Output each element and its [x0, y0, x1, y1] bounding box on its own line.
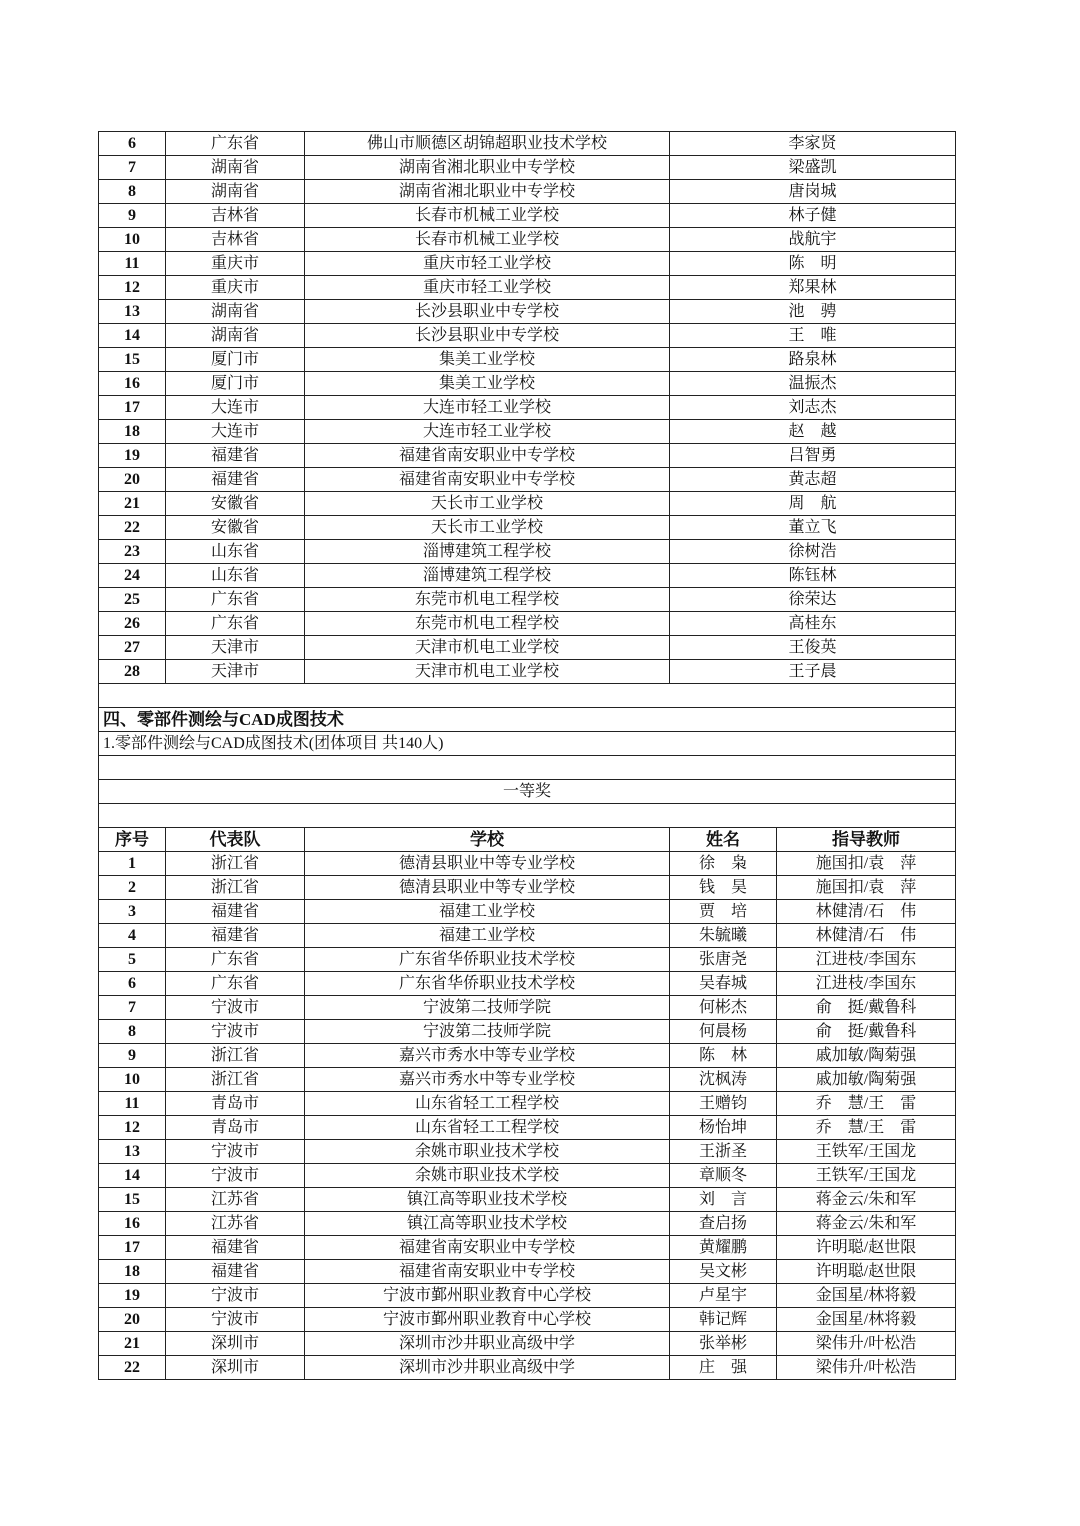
name-cell: 卢星宇 — [670, 1284, 777, 1308]
table-row — [99, 1212, 956, 1236]
table-row — [99, 468, 956, 492]
table-row — [99, 996, 956, 1020]
team-cell: 福建省 — [166, 1260, 305, 1284]
table-row — [99, 540, 956, 564]
index-cell: 19 — [99, 444, 166, 468]
teacher-cell: 梁伟升/叶松浩 — [777, 1356, 956, 1380]
team-cell: 天津市 — [166, 660, 305, 684]
index-cell: 25 — [99, 588, 166, 612]
header-index: 序号 — [99, 828, 166, 852]
table-row — [99, 972, 956, 996]
table-row — [99, 1020, 956, 1044]
team-cell: 安徽省 — [166, 516, 305, 540]
index-cell: 18 — [99, 1260, 166, 1284]
school-cell: 宁波第二技师学院 — [305, 1020, 670, 1044]
name-cell: 徐 枭 — [670, 852, 777, 876]
index-cell: 8 — [99, 1020, 166, 1044]
teacher-cell: 王铁军/王国龙 — [777, 1164, 956, 1188]
index-cell: 20 — [99, 468, 166, 492]
table-row — [99, 636, 956, 660]
school-cell: 湖南省湘北职业中专学校 — [305, 180, 670, 204]
team-cell: 重庆市 — [166, 252, 305, 276]
school-cell: 重庆市轻工业学校 — [305, 276, 670, 300]
school-cell: 湖南省湘北职业中专学校 — [305, 156, 670, 180]
teacher-cell: 俞 挺/戴鲁科 — [777, 996, 956, 1020]
team-cell: 福建省 — [166, 900, 305, 924]
table-row — [99, 420, 956, 444]
name-cell: 郑果林 — [670, 276, 956, 300]
team-cell: 深圳市 — [166, 1356, 305, 1380]
table-row — [99, 276, 956, 300]
index-cell: 16 — [99, 1212, 166, 1236]
index-cell: 5 — [99, 948, 166, 972]
table-row — [99, 1236, 956, 1260]
table-row — [99, 372, 956, 396]
index-cell: 15 — [99, 1188, 166, 1212]
index-cell: 26 — [99, 612, 166, 636]
table-row — [99, 1332, 956, 1356]
team-cell: 宁波市 — [166, 1140, 305, 1164]
index-cell: 28 — [99, 660, 166, 684]
index-cell: 22 — [99, 1356, 166, 1380]
name-cell: 路泉林 — [670, 348, 956, 372]
name-cell: 刘 言 — [670, 1188, 777, 1212]
team-cell: 山东省 — [166, 564, 305, 588]
name-cell: 吴文彬 — [670, 1260, 777, 1284]
school-cell: 集美工业学校 — [305, 348, 670, 372]
school-cell: 福建省南安职业中专学校 — [305, 1260, 670, 1284]
name-cell: 贾 培 — [670, 900, 777, 924]
table-row — [99, 1260, 956, 1284]
school-cell: 宁波第二技师学院 — [305, 996, 670, 1020]
index-cell: 7 — [99, 156, 166, 180]
teacher-cell: 许明聪/赵世限 — [777, 1260, 956, 1284]
table-row — [99, 612, 956, 636]
team-cell: 宁波市 — [166, 1284, 305, 1308]
table-row — [99, 204, 956, 228]
team-cell: 青岛市 — [166, 1116, 305, 1140]
teacher-cell: 许明聪/赵世限 — [777, 1236, 956, 1260]
index-cell: 11 — [99, 1092, 166, 1116]
name-cell: 吴春城 — [670, 972, 777, 996]
index-cell: 21 — [99, 492, 166, 516]
subsection-title: 1.零部件测绘与CAD成图技术(团体项目 共140人) — [99, 732, 956, 756]
table-row — [99, 564, 956, 588]
team-cell: 山东省 — [166, 540, 305, 564]
header-teacher: 指导教师 — [777, 828, 956, 852]
school-cell: 余姚市职业技术学校 — [305, 1140, 670, 1164]
name-cell: 唐岗城 — [670, 180, 956, 204]
school-cell: 德清县职业中等专业学校 — [305, 876, 670, 900]
school-cell: 嘉兴市秀水中等专业学校 — [305, 1068, 670, 1092]
school-cell: 大连市轻工业学校 — [305, 420, 670, 444]
team-cell: 浙江省 — [166, 876, 305, 900]
index-cell: 9 — [99, 1044, 166, 1068]
team-cell: 福建省 — [166, 444, 305, 468]
team-cell: 天津市 — [166, 636, 305, 660]
header-name: 姓名 — [670, 828, 777, 852]
index-cell: 16 — [99, 372, 166, 396]
school-cell: 长春市机械工业学校 — [305, 204, 670, 228]
teacher-cell: 蒋金云/朱和军 — [777, 1188, 956, 1212]
index-cell: 19 — [99, 1284, 166, 1308]
team-cell: 大连市 — [166, 420, 305, 444]
team-cell: 江苏省 — [166, 1212, 305, 1236]
empty-cell — [99, 804, 956, 828]
table-row — [99, 348, 956, 372]
teacher-cell: 俞 挺/戴鲁科 — [777, 1020, 956, 1044]
name-cell: 陈 明 — [670, 252, 956, 276]
team-cell: 宁波市 — [166, 1164, 305, 1188]
teacher-cell: 王铁军/王国龙 — [777, 1140, 956, 1164]
teacher-cell: 金国星/林将毅 — [777, 1308, 956, 1332]
name-cell: 徐树浩 — [670, 540, 956, 564]
team-cell: 湖南省 — [166, 300, 305, 324]
school-cell: 福建工业学校 — [305, 924, 670, 948]
index-cell: 13 — [99, 300, 166, 324]
team-cell: 安徽省 — [166, 492, 305, 516]
school-cell: 福建省南安职业中专学校 — [305, 1236, 670, 1260]
table-row — [99, 948, 956, 972]
team-cell: 宁波市 — [166, 1020, 305, 1044]
section-title-row — [99, 708, 956, 732]
school-cell: 天长市工业学校 — [305, 492, 670, 516]
table-row — [99, 1092, 956, 1116]
index-cell: 12 — [99, 1116, 166, 1140]
index-cell: 14 — [99, 324, 166, 348]
index-cell: 8 — [99, 180, 166, 204]
name-cell: 王俊英 — [670, 636, 956, 660]
name-cell: 周 航 — [670, 492, 956, 516]
school-cell: 长春市机械工业学校 — [305, 228, 670, 252]
school-cell: 福建省南安职业中专学校 — [305, 468, 670, 492]
table-row — [99, 300, 956, 324]
table-row — [99, 660, 956, 684]
name-cell: 林子健 — [670, 204, 956, 228]
index-cell: 22 — [99, 516, 166, 540]
school-cell: 镇江高等职业技术学校 — [305, 1188, 670, 1212]
header-school: 学校 — [305, 828, 670, 852]
team-cell: 吉林省 — [166, 228, 305, 252]
name-cell: 黄志超 — [670, 468, 956, 492]
name-cell: 陈 林 — [670, 1044, 777, 1068]
section2-intro — [99, 684, 956, 852]
table-row — [99, 324, 956, 348]
school-cell: 长沙县职业中专学校 — [305, 300, 670, 324]
section2-body — [99, 852, 956, 1380]
teacher-cell: 施国扣/袁 萍 — [777, 852, 956, 876]
table-row — [99, 1068, 956, 1092]
index-cell: 15 — [99, 348, 166, 372]
team-cell: 广东省 — [166, 948, 305, 972]
team-cell: 浙江省 — [166, 852, 305, 876]
name-cell: 王浙圣 — [670, 1140, 777, 1164]
name-cell: 王赠钧 — [670, 1092, 777, 1116]
team-cell: 吉林省 — [166, 204, 305, 228]
school-cell: 东莞市机电工程学校 — [305, 588, 670, 612]
team-cell: 福建省 — [166, 924, 305, 948]
index-cell: 6 — [99, 132, 166, 156]
name-cell: 董立飞 — [670, 516, 956, 540]
table-row — [99, 156, 956, 180]
teacher-cell: 戚加敏/陶菊强 — [777, 1068, 956, 1092]
index-cell: 24 — [99, 564, 166, 588]
teacher-cell: 戚加敏/陶菊强 — [777, 1044, 956, 1068]
name-cell: 高桂东 — [670, 612, 956, 636]
name-cell: 吕智勇 — [670, 444, 956, 468]
section1-body — [99, 132, 956, 684]
team-cell: 广东省 — [166, 612, 305, 636]
school-cell: 广东省华侨职业技术学校 — [305, 972, 670, 996]
name-cell: 庄 强 — [670, 1356, 777, 1380]
school-cell: 长沙县职业中专学校 — [305, 324, 670, 348]
team-cell: 厦门市 — [166, 348, 305, 372]
team-cell: 广东省 — [166, 588, 305, 612]
table-row — [99, 1188, 956, 1212]
name-cell: 刘志杰 — [670, 396, 956, 420]
school-cell: 深圳市沙井职业高级中学 — [305, 1356, 670, 1380]
school-cell: 天长市工业学校 — [305, 516, 670, 540]
school-cell: 广东省华侨职业技术学校 — [305, 948, 670, 972]
table-row — [99, 228, 956, 252]
team-cell: 湖南省 — [166, 324, 305, 348]
name-cell: 杨怡坤 — [670, 1116, 777, 1140]
name-cell: 朱毓曦 — [670, 924, 777, 948]
school-cell: 天津市机电工业学校 — [305, 636, 670, 660]
name-cell: 王子晨 — [670, 660, 956, 684]
table-row — [99, 1044, 956, 1068]
school-cell: 山东省轻工工程学校 — [305, 1116, 670, 1140]
index-cell: 1 — [99, 852, 166, 876]
school-cell: 大连市轻工业学校 — [305, 396, 670, 420]
name-cell: 赵 越 — [670, 420, 956, 444]
school-cell: 天津市机电工业学校 — [305, 660, 670, 684]
section-title: 四、零部件测绘与CAD成图技术 — [99, 708, 956, 732]
index-cell: 13 — [99, 1140, 166, 1164]
school-cell: 嘉兴市秀水中等专业学校 — [305, 1044, 670, 1068]
teacher-cell: 林健清/石 伟 — [777, 924, 956, 948]
table-row — [99, 132, 956, 156]
team-cell: 厦门市 — [166, 372, 305, 396]
school-cell: 东莞市机电工程学校 — [305, 612, 670, 636]
team-cell: 浙江省 — [166, 1044, 305, 1068]
spacer-row — [99, 684, 956, 708]
name-cell: 黄耀鹏 — [670, 1236, 777, 1260]
spacer-row — [99, 804, 956, 828]
teacher-cell: 梁伟升/叶松浩 — [777, 1332, 956, 1356]
school-cell: 深圳市沙井职业高级中学 — [305, 1332, 670, 1356]
index-cell: 10 — [99, 1068, 166, 1092]
index-cell: 17 — [99, 396, 166, 420]
school-cell: 福建省南安职业中专学校 — [305, 444, 670, 468]
teacher-cell: 江进枝/李国东 — [777, 972, 956, 996]
school-cell: 重庆市轻工业学校 — [305, 252, 670, 276]
team-cell: 重庆市 — [166, 276, 305, 300]
school-cell: 德清县职业中等专业学校 — [305, 852, 670, 876]
school-cell: 佛山市顺德区胡锦超职业技术学校 — [305, 132, 670, 156]
award-level-row — [99, 780, 956, 804]
table-row — [99, 1308, 956, 1332]
table-row — [99, 876, 956, 900]
empty-cell — [99, 684, 956, 708]
name-cell: 张举彬 — [670, 1332, 777, 1356]
school-cell: 余姚市职业技术学校 — [305, 1164, 670, 1188]
index-cell: 23 — [99, 540, 166, 564]
school-cell: 宁波市鄞州职业教育中心学校 — [305, 1308, 670, 1332]
index-cell: 27 — [99, 636, 166, 660]
team-cell: 福建省 — [166, 1236, 305, 1260]
school-cell: 淄博建筑工程学校 — [305, 564, 670, 588]
table-row — [99, 1116, 956, 1140]
team-cell: 福建省 — [166, 468, 305, 492]
index-cell: 12 — [99, 276, 166, 300]
name-cell: 何彬杰 — [670, 996, 777, 1020]
name-cell: 梁盛凯 — [670, 156, 956, 180]
team-cell: 江苏省 — [166, 1188, 305, 1212]
teacher-cell: 金国星/林将毅 — [777, 1284, 956, 1308]
index-cell: 10 — [99, 228, 166, 252]
index-cell: 9 — [99, 204, 166, 228]
school-cell: 集美工业学校 — [305, 372, 670, 396]
table-row — [99, 1356, 956, 1380]
subsection-title-row — [99, 732, 956, 756]
table-row — [99, 1164, 956, 1188]
table-row — [99, 924, 956, 948]
results-table — [98, 131, 956, 1380]
name-cell: 温振杰 — [670, 372, 956, 396]
index-cell: 20 — [99, 1308, 166, 1332]
table-row — [99, 180, 956, 204]
team-cell: 青岛市 — [166, 1092, 305, 1116]
index-cell: 6 — [99, 972, 166, 996]
table-row — [99, 444, 956, 468]
teacher-cell: 乔 慧/王 雷 — [777, 1116, 956, 1140]
table-row — [99, 588, 956, 612]
header-row — [99, 828, 956, 852]
teacher-cell: 乔 慧/王 雷 — [777, 1092, 956, 1116]
school-cell: 镇江高等职业技术学校 — [305, 1212, 670, 1236]
team-cell: 湖南省 — [166, 156, 305, 180]
index-cell: 4 — [99, 924, 166, 948]
team-cell: 宁波市 — [166, 1308, 305, 1332]
school-cell: 宁波市鄞州职业教育中心学校 — [305, 1284, 670, 1308]
name-cell: 王 唯 — [670, 324, 956, 348]
index-cell: 18 — [99, 420, 166, 444]
name-cell: 战航宇 — [670, 228, 956, 252]
name-cell: 章顺冬 — [670, 1164, 777, 1188]
table-row — [99, 1284, 956, 1308]
name-cell: 钱 昊 — [670, 876, 777, 900]
award-level: 一等奖 — [99, 780, 956, 804]
table-row — [99, 252, 956, 276]
team-cell: 湖南省 — [166, 180, 305, 204]
table-row — [99, 852, 956, 876]
index-cell: 7 — [99, 996, 166, 1020]
name-cell: 沈枫涛 — [670, 1068, 777, 1092]
team-cell: 广东省 — [166, 972, 305, 996]
index-cell: 3 — [99, 900, 166, 924]
table-row — [99, 1140, 956, 1164]
name-cell: 池 骋 — [670, 300, 956, 324]
table-row — [99, 516, 956, 540]
index-cell: 2 — [99, 876, 166, 900]
school-cell: 山东省轻工工程学校 — [305, 1092, 670, 1116]
name-cell: 徐荣达 — [670, 588, 956, 612]
team-cell: 深圳市 — [166, 1332, 305, 1356]
name-cell: 查启扬 — [670, 1212, 777, 1236]
name-cell: 张唐尧 — [670, 948, 777, 972]
name-cell: 何晨杨 — [670, 1020, 777, 1044]
teacher-cell: 林健清/石 伟 — [777, 900, 956, 924]
teacher-cell: 施国扣/袁 萍 — [777, 876, 956, 900]
team-cell: 大连市 — [166, 396, 305, 420]
team-cell: 浙江省 — [166, 1068, 305, 1092]
table-row — [99, 900, 956, 924]
team-cell: 广东省 — [166, 132, 305, 156]
spacer-row — [99, 756, 956, 780]
table-row — [99, 396, 956, 420]
team-cell: 宁波市 — [166, 996, 305, 1020]
name-cell: 韩记辉 — [670, 1308, 777, 1332]
index-cell: 17 — [99, 1236, 166, 1260]
table-row — [99, 492, 956, 516]
index-cell: 14 — [99, 1164, 166, 1188]
school-cell: 淄博建筑工程学校 — [305, 540, 670, 564]
index-cell: 11 — [99, 252, 166, 276]
name-cell: 李家贤 — [670, 132, 956, 156]
index-cell: 21 — [99, 1332, 166, 1356]
teacher-cell: 蒋金云/朱和军 — [777, 1212, 956, 1236]
teacher-cell: 江进枝/李国东 — [777, 948, 956, 972]
header-team: 代表队 — [166, 828, 305, 852]
empty-cell — [99, 756, 956, 780]
school-cell: 福建工业学校 — [305, 900, 670, 924]
name-cell: 陈钰林 — [670, 564, 956, 588]
